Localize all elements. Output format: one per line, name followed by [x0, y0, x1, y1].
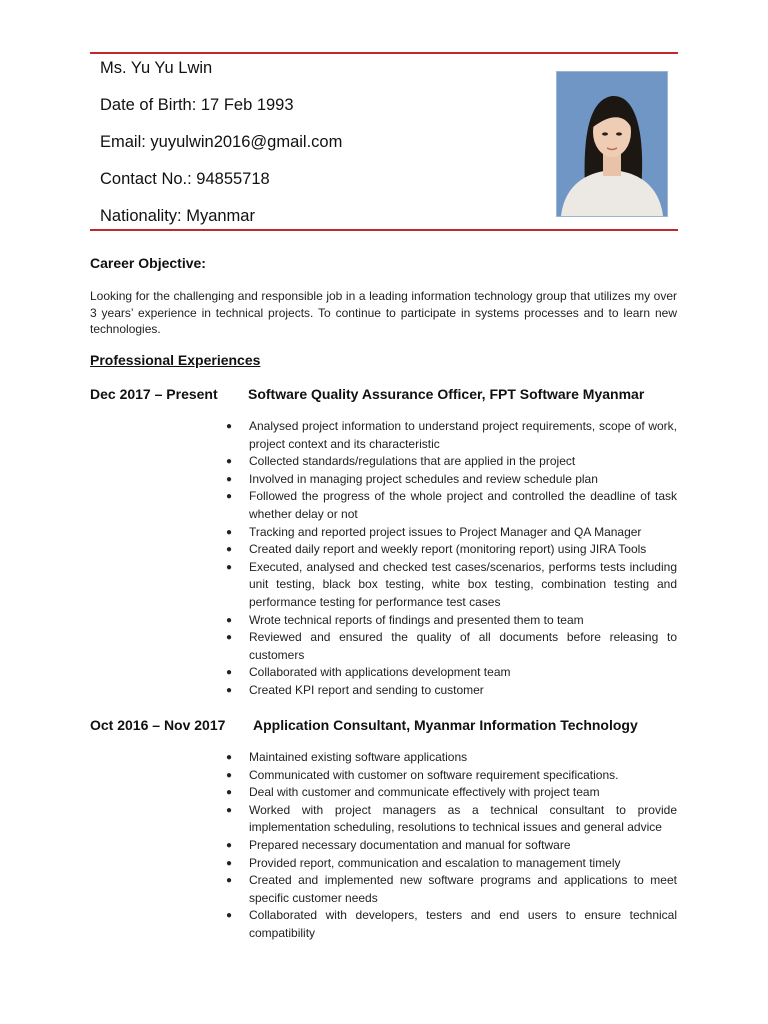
list-item: ● Collected standards/regulations that are applied in the project	[225, 453, 677, 471]
list-item: ● Maintained existing software applications	[225, 749, 677, 767]
bullet-icon: ●	[226, 787, 233, 799]
contact-number: Contact No.: 94855718	[100, 170, 270, 188]
header-top-rule	[90, 52, 678, 54]
bullet-icon: ●	[226, 684, 233, 696]
list-item: ● Analysed project information to understand project requirements, scope of work, project context and its characteristic	[226, 419, 677, 451]
job-title: Application Consultant, Myanmar Information Technology	[253, 717, 638, 733]
career-objective-heading: Career Objective:	[90, 255, 206, 271]
bullet-icon: ●	[226, 839, 233, 851]
bullet-icon: ●	[226, 473, 233, 485]
job-dates: Dec 2017 – Present	[90, 386, 218, 402]
bullet-icon: ●	[226, 910, 233, 922]
list-item: ● Communicated with customer on software requirement specifications.	[225, 767, 677, 785]
job-title: Software Quality Assurance Officer, FPT Software Myanmar	[248, 386, 645, 402]
list-item: ● Worked with project managers as a technical consultant to provide implementation scheduling, resolutions to technical issues and general advice	[226, 802, 677, 835]
job-dates: Oct 2016 – Nov 2017	[90, 717, 226, 733]
list-item: ● Created KPI report and sending to customer	[225, 682, 677, 700]
experience-heading: Professional Experiences	[90, 352, 261, 368]
bullet-icon: ●	[226, 632, 233, 644]
career-objective-text: Looking for the challenging and responsible job in a leading information technology group that utilizes my over 3 years’ experience in technical projects. To continue to participate in systems processes and to learn new technologies.	[90, 289, 677, 336]
bullet-icon: ●	[226, 526, 233, 538]
nationality: Nationality: Myanmar	[100, 207, 255, 225]
list-item: ● Collaborated with applications development team	[225, 664, 677, 682]
list-item: ● Wrote technical reports of findings and presented them to team	[225, 612, 677, 630]
bullet-icon: ●	[226, 561, 233, 573]
profile-photo	[556, 71, 668, 217]
job-1-bullet-list	[225, 418, 677, 700]
list-item: ● Reviewed and ensured the quality of all documents before releasing to customers	[226, 630, 677, 662]
bullet-icon: ●	[226, 491, 233, 503]
job-2-bullet-list	[225, 749, 677, 943]
list-item: ● Tracking and reported project issues to Project Manager and QA Manager	[225, 524, 677, 542]
list-item: ● Followed the progress of the whole project and controlled the deadline of task whether delay or not	[226, 489, 677, 521]
bullet-icon: ●	[226, 804, 233, 816]
list-item: ● Created and implemented new software programs and applications to meet specific customer needs	[226, 873, 677, 905]
header-bottom-rule	[90, 229, 678, 231]
bullet-icon: ●	[226, 421, 233, 432]
bullet-icon: ●	[226, 857, 233, 869]
bullet-icon: ●	[226, 752, 233, 763]
bullet-icon: ●	[226, 875, 233, 887]
list-item: ● Prepared necessary documentation and manual for software	[225, 837, 677, 855]
bullet-icon: ●	[226, 614, 233, 626]
date-of-birth: Date of Birth: 17 Feb 1993	[100, 96, 294, 114]
list-item: ● Created daily report and weekly report (monitoring report) using JIRA Tools	[225, 541, 677, 559]
list-item: ● Executed, analysed and checked test cases/scenarios, performs tests including unit testing, black box testing, white box testing, combination testing and performance testing for performance test cases	[226, 559, 677, 609]
candidate-name: Ms. Yu Yu Lwin	[100, 59, 213, 77]
list-item: ● Deal with customer and communicate effectively with project team	[225, 784, 677, 802]
list-item: ● Collaborated with developers, testers and end users to ensure technical compatibility	[226, 908, 677, 940]
bullet-icon: ●	[226, 769, 233, 781]
bullet-icon: ●	[226, 544, 233, 556]
bullet-icon: ●	[226, 667, 233, 679]
list-item: ● Involved in managing project schedules and review schedule plan	[225, 471, 677, 489]
list-item: ● Provided report, communication and escalation to management timely	[225, 855, 677, 873]
bullet-icon: ●	[226, 456, 233, 468]
email-line: Email: yuyulwin2016@gmail.com	[100, 133, 343, 151]
